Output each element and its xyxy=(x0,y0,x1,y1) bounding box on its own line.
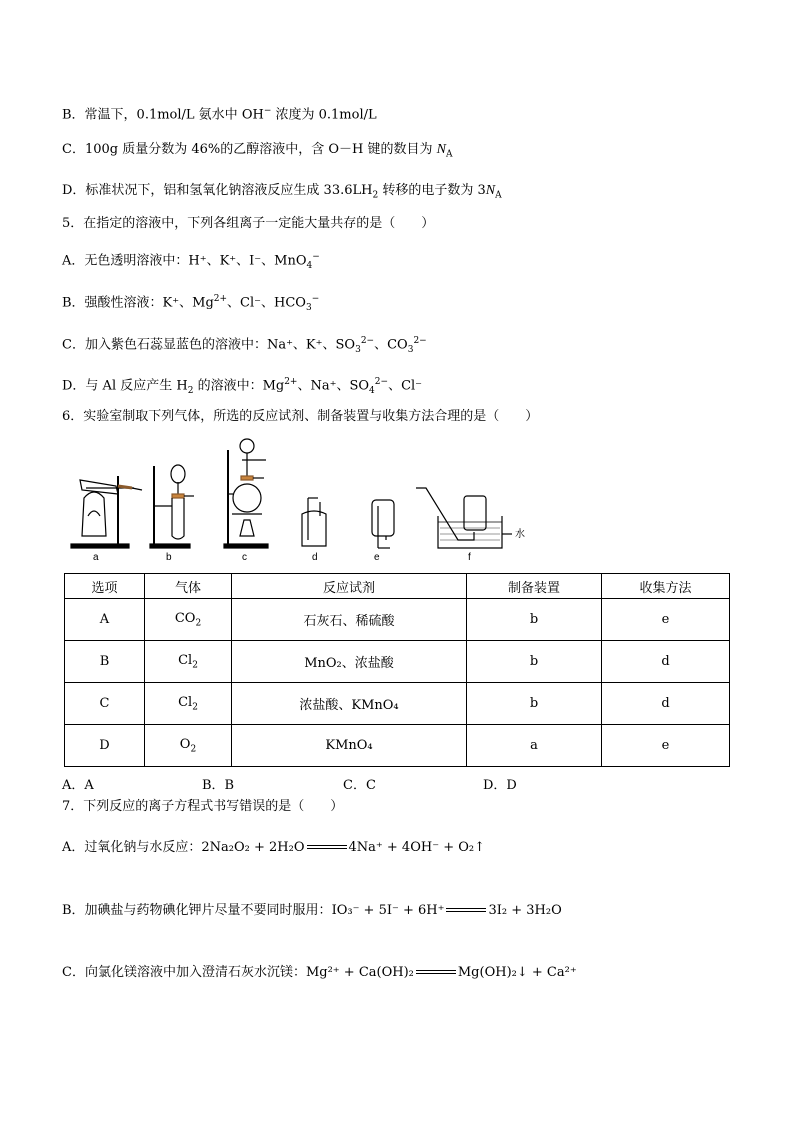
cell-gas: $Cl_2$ xyxy=(145,641,232,683)
apparatus-label-a: a xyxy=(93,552,99,563)
cell-reagent: KMnO₄ xyxy=(232,725,467,767)
header-device: 制备装置 xyxy=(467,574,602,599)
cell-device: b xyxy=(467,641,602,683)
q5-option-a: A．无色透明溶液中：H⁺、K⁺、I⁻、MnO$_4$− xyxy=(62,252,320,271)
apparatus-label-f: f xyxy=(468,552,471,563)
equals-arrow xyxy=(305,844,349,852)
cell-device: b xyxy=(467,683,602,725)
cell-gas: $Cl_2$ xyxy=(145,683,232,725)
cell-device: b xyxy=(467,599,602,641)
cell-reagent: 浓盐酸、KMnO₄ xyxy=(232,683,467,725)
q7-option-b: B．加碘盐与药物碘化钾片尽量不要同时服用：IO₃⁻ + 5I⁻ + 6H⁺ 3I₂ + 3H₂O xyxy=(62,903,562,918)
cell-collection: e xyxy=(602,725,730,767)
header-reagent: 反应试剂 xyxy=(232,574,467,599)
q4-option-c: C．100g 质量分数为 46%的乙醇溶液中，含 O－H 键的数目为 $N_A$ xyxy=(62,142,453,160)
apparatus-figure xyxy=(66,436,546,566)
q4-option-b: B．常温下，0.1mol/L 氨水中 OH− 浓度为 0.1mol/L xyxy=(62,106,377,123)
q5-stem: 5．在指定的溶液中，下列各组离子一定能大量共存的是（ ） xyxy=(62,216,435,231)
apparatus-e xyxy=(372,500,394,548)
table-header-row xyxy=(65,574,730,599)
apparatus-label-b: b xyxy=(166,552,172,563)
header-option: 选项 xyxy=(65,574,145,599)
table-row xyxy=(65,725,730,767)
apparatus-a xyxy=(71,476,142,548)
q6-choice-a[interactable]: A．A xyxy=(62,778,94,793)
q5-option-b: B．强酸性溶液：K⁺、$Mg^{2+}$、Cl⁻、$HCO_3^-$ xyxy=(62,294,320,313)
q5-option-c: C．加入紫色石蕊显蓝色的溶液中：Na⁺、K⁺、$SO_3^{2-}$、$CO_3^{2-}$ xyxy=(62,336,427,355)
apparatus-label-d: d xyxy=(312,552,318,563)
cell-reagent: MnO₂、浓盐酸 xyxy=(232,641,467,683)
q7-stem: 7．下列反应的离子方程式书写错误的是（ ） xyxy=(62,799,344,814)
cell-option: A xyxy=(65,599,145,641)
cell-option: B xyxy=(65,641,145,683)
apparatus-b xyxy=(150,465,194,548)
equals-arrow xyxy=(414,969,458,977)
apparatus-label-c: c xyxy=(242,552,247,563)
header-gas: 气体 xyxy=(145,574,232,599)
cell-gas: $CO_2$ xyxy=(145,599,232,641)
header-collection: 收集方法 xyxy=(602,574,730,599)
cell-collection: d xyxy=(602,683,730,725)
q6-choice-c[interactable]: C．C xyxy=(343,778,376,793)
cell-option: C xyxy=(65,683,145,725)
apparatus-label-e: e xyxy=(374,552,380,563)
equals-arrow xyxy=(444,907,488,915)
cell-device: a xyxy=(467,725,602,767)
q4-option-d: D．标准状况下，铝和氢氧化钠溶液反应生成 $33.6LH_2$ 转移的电子数为 $3N_A$ xyxy=(62,183,502,201)
q5-option-d: D．与 Al 反应产生 $H_2$ 的溶液中：$Mg^{2+}$、Na⁺、$SO_4^{2-}$、Cl⁻ xyxy=(62,377,423,396)
apparatus-f xyxy=(416,488,525,548)
table-row xyxy=(65,641,730,683)
apparatus-d xyxy=(302,498,326,546)
table-row xyxy=(65,683,730,725)
q6-stem: 6．实验室制取下列气体，所选的反应试剂、制备装置与收集方法合理的是（ ） xyxy=(62,409,539,424)
cell-collection: d xyxy=(602,641,730,683)
cell-collection: e xyxy=(602,599,730,641)
cell-option: D xyxy=(65,725,145,767)
apparatus-c xyxy=(224,439,268,548)
cell-reagent: 石灰石、稀硫酸 xyxy=(232,599,467,641)
q7-option-a: A．过氧化钠与水反应：2Na₂O₂ + 2H₂O 4Na⁺ + 4OH⁻ + O₂↑ xyxy=(62,840,485,855)
table-row xyxy=(65,599,730,641)
water-label: 水 xyxy=(515,529,525,540)
cell-gas: $O_2$ xyxy=(145,725,232,767)
q6-choice-b[interactable]: B．B xyxy=(202,778,235,793)
gas-preparation-table xyxy=(64,573,730,767)
q7-option-c: C．向氯化镁溶液中加入澄清石灰水沉镁：Mg²⁺ + Ca(OH)₂ Mg(OH)₂↓ + Ca²⁺ xyxy=(62,965,577,980)
q6-choice-d[interactable]: D．D xyxy=(483,778,517,793)
